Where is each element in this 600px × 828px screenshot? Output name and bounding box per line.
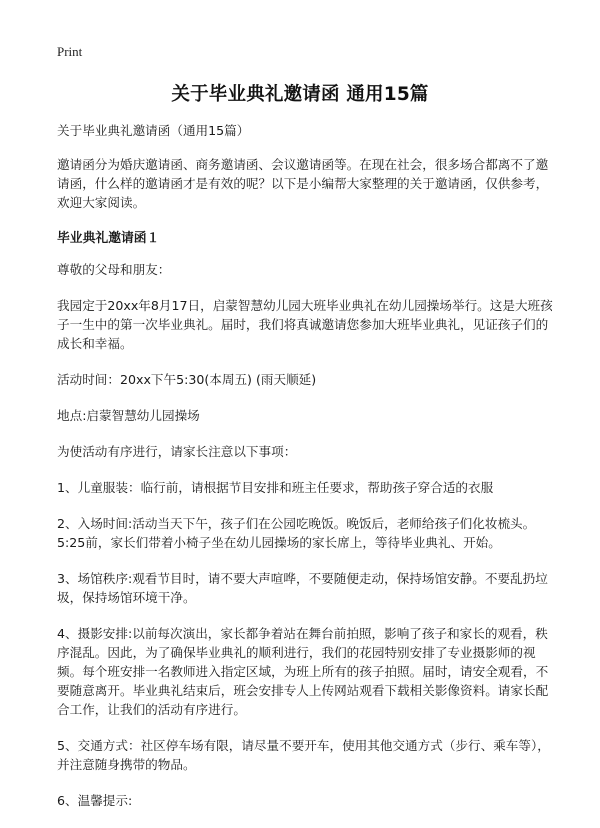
list-item: 5、交通方式：社区停车场有限，请尽量不要开车，使用其他交通方式（步行、乘车等），并注意随身携带的物品。 <box>57 738 550 772</box>
invitation-paragraph: 我园定于20xx年8月17日，启蒙智慧幼儿园大班毕业典礼在幼儿园操场举行。这是大班孩子一生中的第一次毕业典礼。届时，我们将真诚邀请您参加大班毕业典礼，见证孩子们的成长和幸福。 <box>57 298 553 351</box>
list-item: 1、儿童服装：临行前，请根据节目安排和班主任要求，帮助孩子穿合适的衣服 <box>57 480 494 495</box>
list-item: 3、场馆秩序:观看节目时，请不要大声喧哗，不要随便走动，保持场馆安静。不要乱扔垃圾，保持场馆环境干净。 <box>57 571 548 605</box>
list-item: 2、入场时间:活动当天下午，孩子们在公园吃晚饭。晚饭后，老师给孩子们化妆梳头。5:25前，家长们带着小椅子坐在幼儿园操场的家长席上，等待毕业典礼、开始。 <box>57 516 536 550</box>
notice-intro-paragraph: 为使活动有序进行，请家长注意以下事项： <box>57 444 297 459</box>
section-heading: 毕业典礼邀请函１ <box>57 231 160 246</box>
intro-paragraph: 邀请函分为婚庆邀请函、商务邀请函、会议邀请函等。在现在社会，很多场合都离不了邀请函，什么样的邀请函才是有效的呢？以下是小编帮大家整理的关于邀请函，仅供参考，欢迎大家阅读。 <box>57 157 549 210</box>
document-body <box>57 121 554 827</box>
document-title: 关于毕业典礼邀请函 通用15篇 <box>171 84 429 105</box>
print-link[interactable]: Print <box>57 44 83 59</box>
list-item: 6、温馨提示: <box>57 793 133 808</box>
activity-time-paragraph: 活动时间：20xx下午5:30(本周五) (雨天顺延) <box>57 372 317 387</box>
list-item: 4、摄影安排:以前每次演出，家长都争着站在舞台前拍照，影响了孩子和家长的观看，秩序混乱。因此，为了确保毕业典礼的顺利进行，我们的花园特别安排了专业摄影师的视频。每个班安排一名教师进入指定区域，为班上所有的孩子拍照。届时，请安全观看，不要随意离开。毕业典礼结束后，班会安排专人上传网站观看下载相关影像资料。请家长配合工作，让我们的活动有序进行。 <box>57 626 549 717</box>
document-subtitle: 关于毕业典礼邀请函（通用15篇） <box>57 123 250 138</box>
location-paragraph: 地点:启蒙智慧幼儿园操场 <box>57 408 200 423</box>
greeting-paragraph: 尊敬的父母和朋友： <box>57 262 171 277</box>
